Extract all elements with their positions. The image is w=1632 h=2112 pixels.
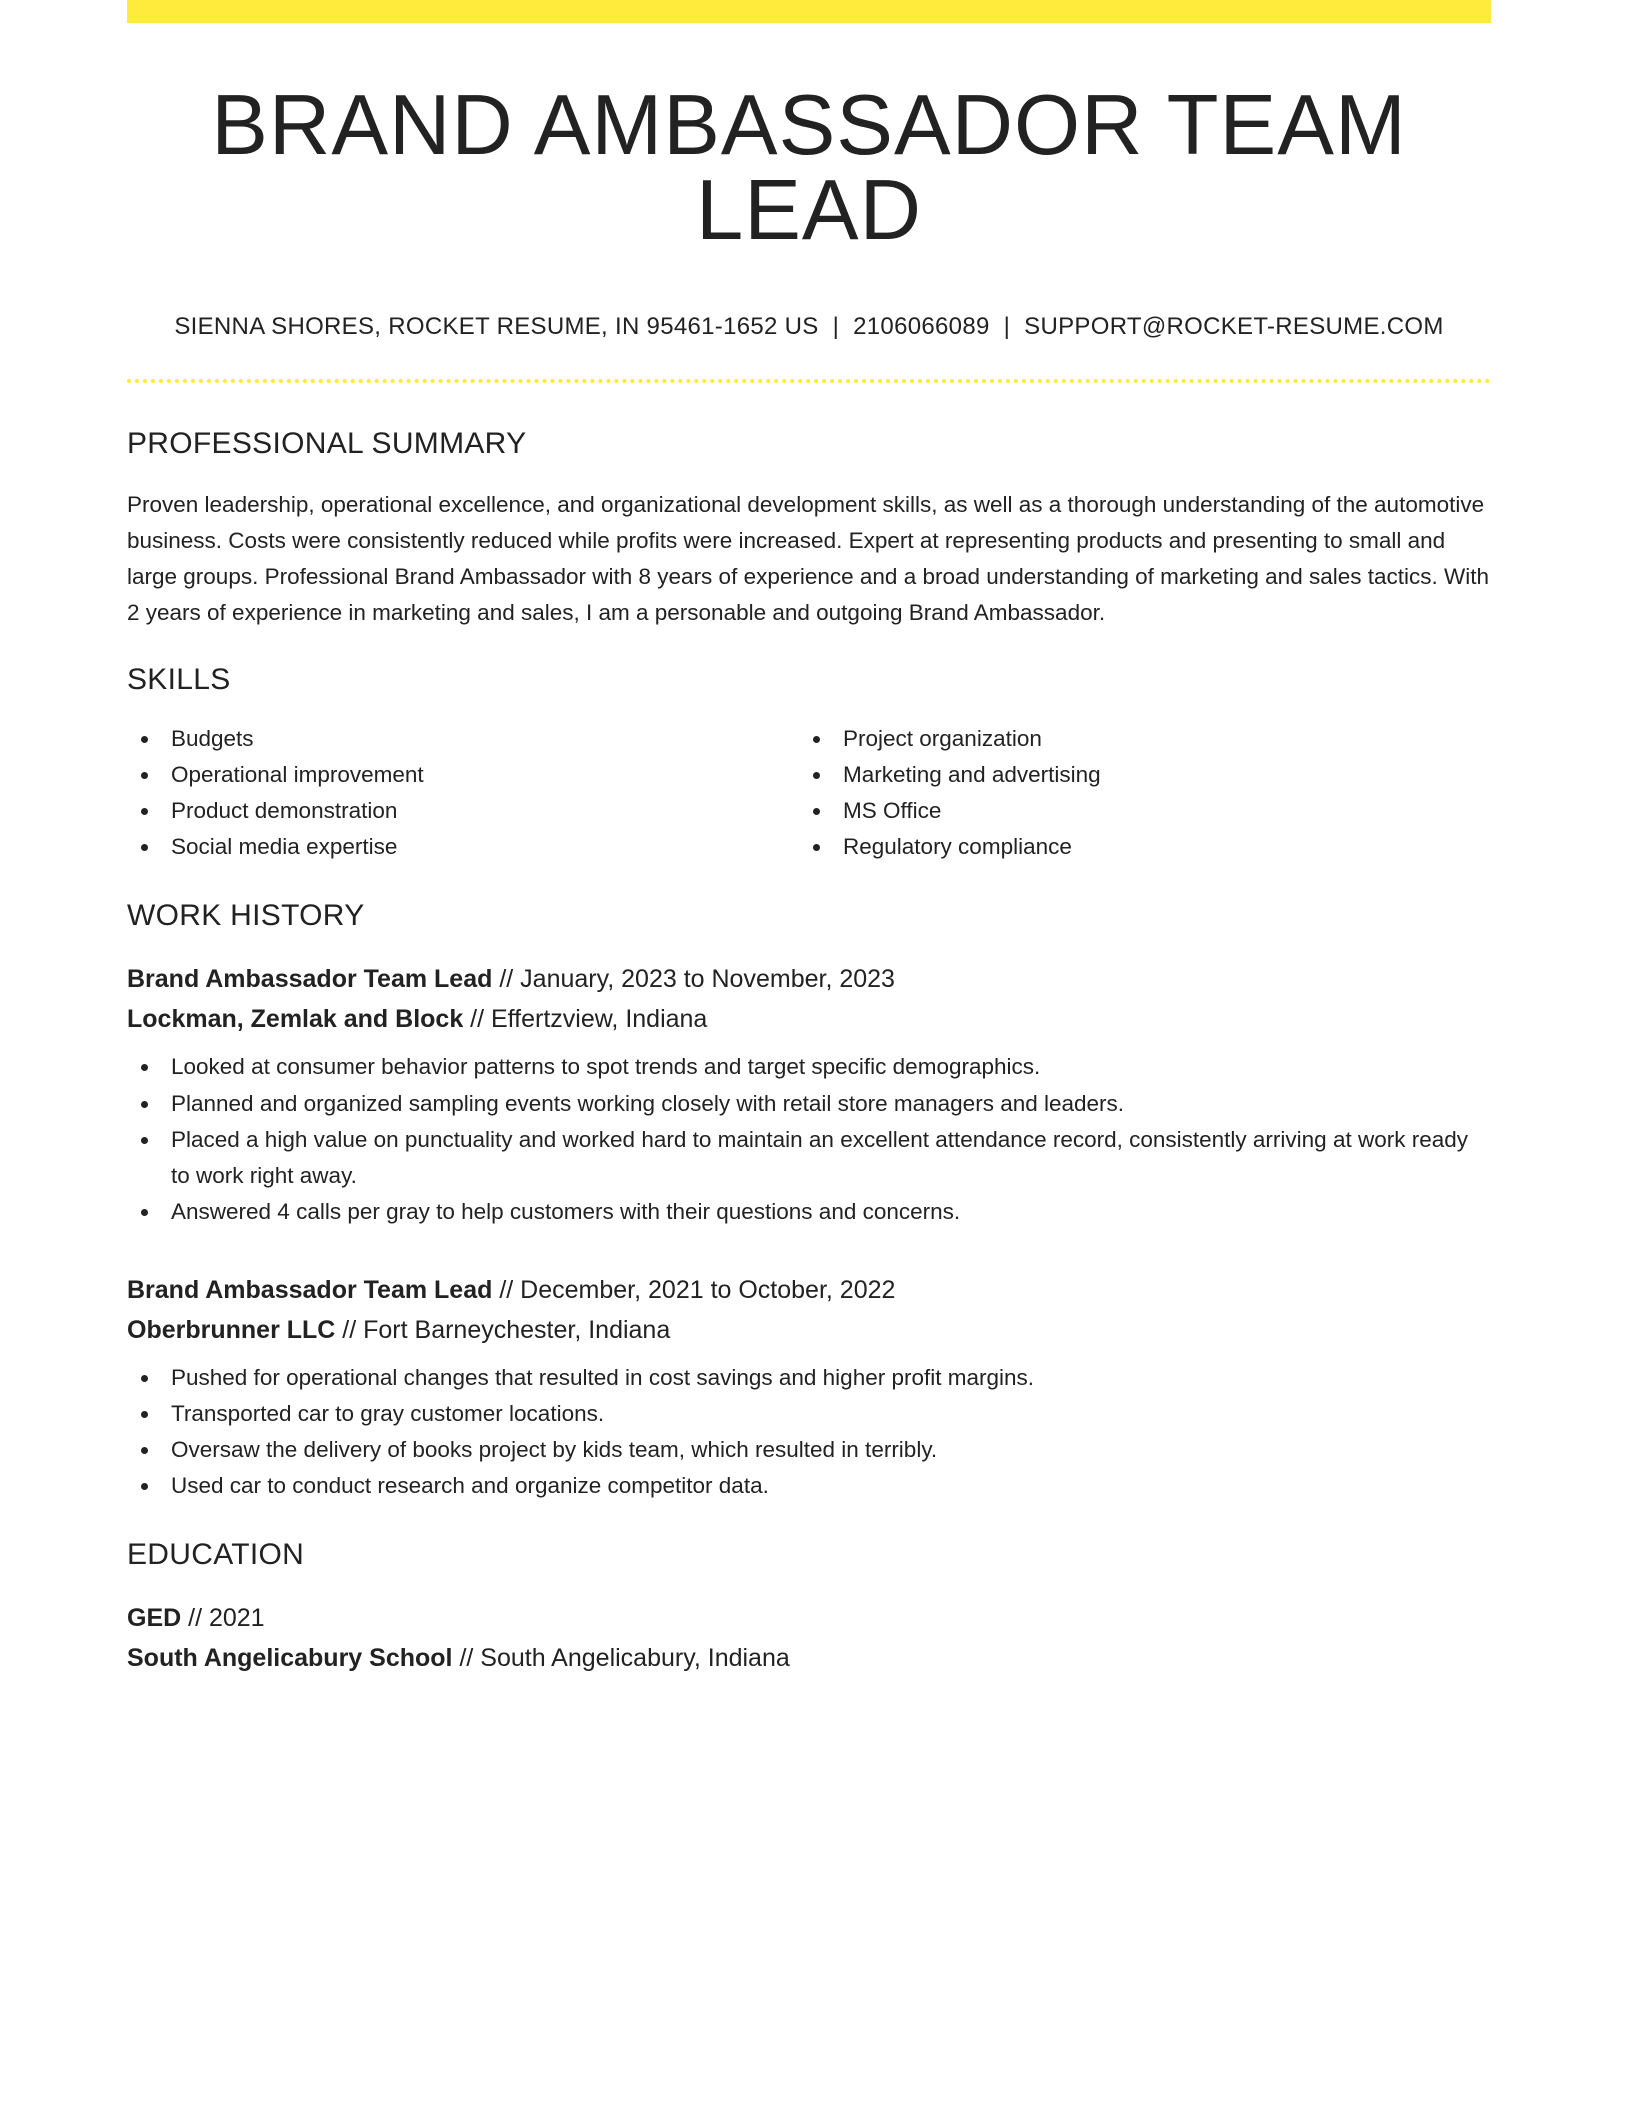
education-heading: EDUCATION	[127, 1538, 305, 1571]
education-degree: GED	[127, 1604, 182, 1632]
skill-item: Project organization	[799, 721, 1471, 757]
resume-name: BRAND AMBASSADOR TEAM LEAD	[211, 78, 1407, 258]
resume-page	[127, 0, 1491, 1678]
contact-line	[127, 313, 1491, 341]
contact-phone: 2106066089	[853, 313, 990, 340]
job-location: // Effertzview, Indiana	[463, 1005, 708, 1033]
summary-heading: PROFESSIONAL SUMMARY	[127, 427, 527, 460]
job-company: Lockman, Zemlak and Block	[127, 1005, 464, 1033]
skills-column-left	[127, 721, 799, 865]
job-company-line	[127, 999, 1491, 1039]
summary-text: Proven leadership, operational excellence, and organizational development skills, as well as a thorough understanding of the automotive business. Costs were consistently reduced while profits were increased. Expert at representing products and presenting to small and large groups. Professional Brand Ambassador with 8 years of experience and a broad understanding of marketing and sales tactics. With 2 years of experience in marketing and sales, I am a personable and outgoing Brand Ambassador.	[127, 492, 1490, 625]
contact-separator: |	[1003, 313, 1011, 340]
job-company: Oberbrunner LLC	[127, 1316, 336, 1344]
contact-address: SIENNA SHORES, ROCKET RESUME, IN 95461-1652 US	[174, 313, 819, 340]
job-bullet: Answered 4 calls per gray to help customers with their questions and concerns.	[127, 1194, 1491, 1230]
education-school: South Angelicabury School	[127, 1644, 453, 1672]
skills-heading: SKILLS	[127, 663, 231, 696]
job-title-line	[127, 1270, 1491, 1310]
skills-list	[127, 721, 1491, 865]
education-year: // 2021	[181, 1604, 265, 1632]
skills-column-right	[799, 721, 1471, 865]
education-degree-line	[127, 1598, 1491, 1638]
skill-item: Budgets	[127, 721, 799, 757]
job-dates: // January, 2023 to November, 2023	[492, 965, 895, 993]
job-bullets	[127, 1360, 1491, 1504]
dotted-divider	[127, 379, 1491, 383]
contact-separator: |	[832, 313, 840, 340]
education-location: // South Angelicabury, Indiana	[452, 1644, 790, 1672]
skill-item: Social media expertise	[127, 829, 799, 865]
skill-item: MS Office	[799, 793, 1471, 829]
skill-item: Marketing and advertising	[799, 757, 1471, 793]
accent-top-bar	[127, 0, 1491, 23]
job-bullet: Planned and organized sampling events working closely with retail store managers and leaders.	[127, 1086, 1491, 1122]
job-bullet: Pushed for operational changes that resulted in cost savings and higher profit margins.	[127, 1360, 1491, 1396]
job-bullet: Placed a high value on punctuality and worked hard to maintain an excellent attendance record, consistently arriving at work ready to work right away.	[127, 1122, 1491, 1194]
job-bullet: Transported car to gray customer locations.	[127, 1396, 1491, 1432]
job-role: Brand Ambassador Team Lead	[127, 1276, 493, 1304]
job-location: // Fort Barneychester, Indiana	[335, 1316, 671, 1344]
education-school-line	[127, 1638, 1491, 1678]
job-bullets	[127, 1049, 1491, 1230]
job-dates: // December, 2021 to October, 2022	[492, 1276, 896, 1304]
skill-item: Product demonstration	[127, 793, 799, 829]
work-history-heading: WORK HISTORY	[127, 899, 365, 932]
job-role: Brand Ambassador Team Lead	[127, 965, 493, 993]
job-bullet: Used car to conduct research and organize competitor data.	[127, 1468, 1491, 1504]
contact-email: SUPPORT@ROCKET-RESUME.COM	[1024, 313, 1444, 340]
job-bullet: Oversaw the delivery of books project by kids team, which resulted in terribly.	[127, 1432, 1491, 1468]
skill-item: Operational improvement	[127, 757, 799, 793]
skill-item: Regulatory compliance	[799, 829, 1471, 865]
job-title-line	[127, 959, 1491, 999]
job-company-line	[127, 1310, 1491, 1350]
job-bullet: Looked at consumer behavior patterns to spot trends and target specific demographics.	[127, 1049, 1491, 1085]
